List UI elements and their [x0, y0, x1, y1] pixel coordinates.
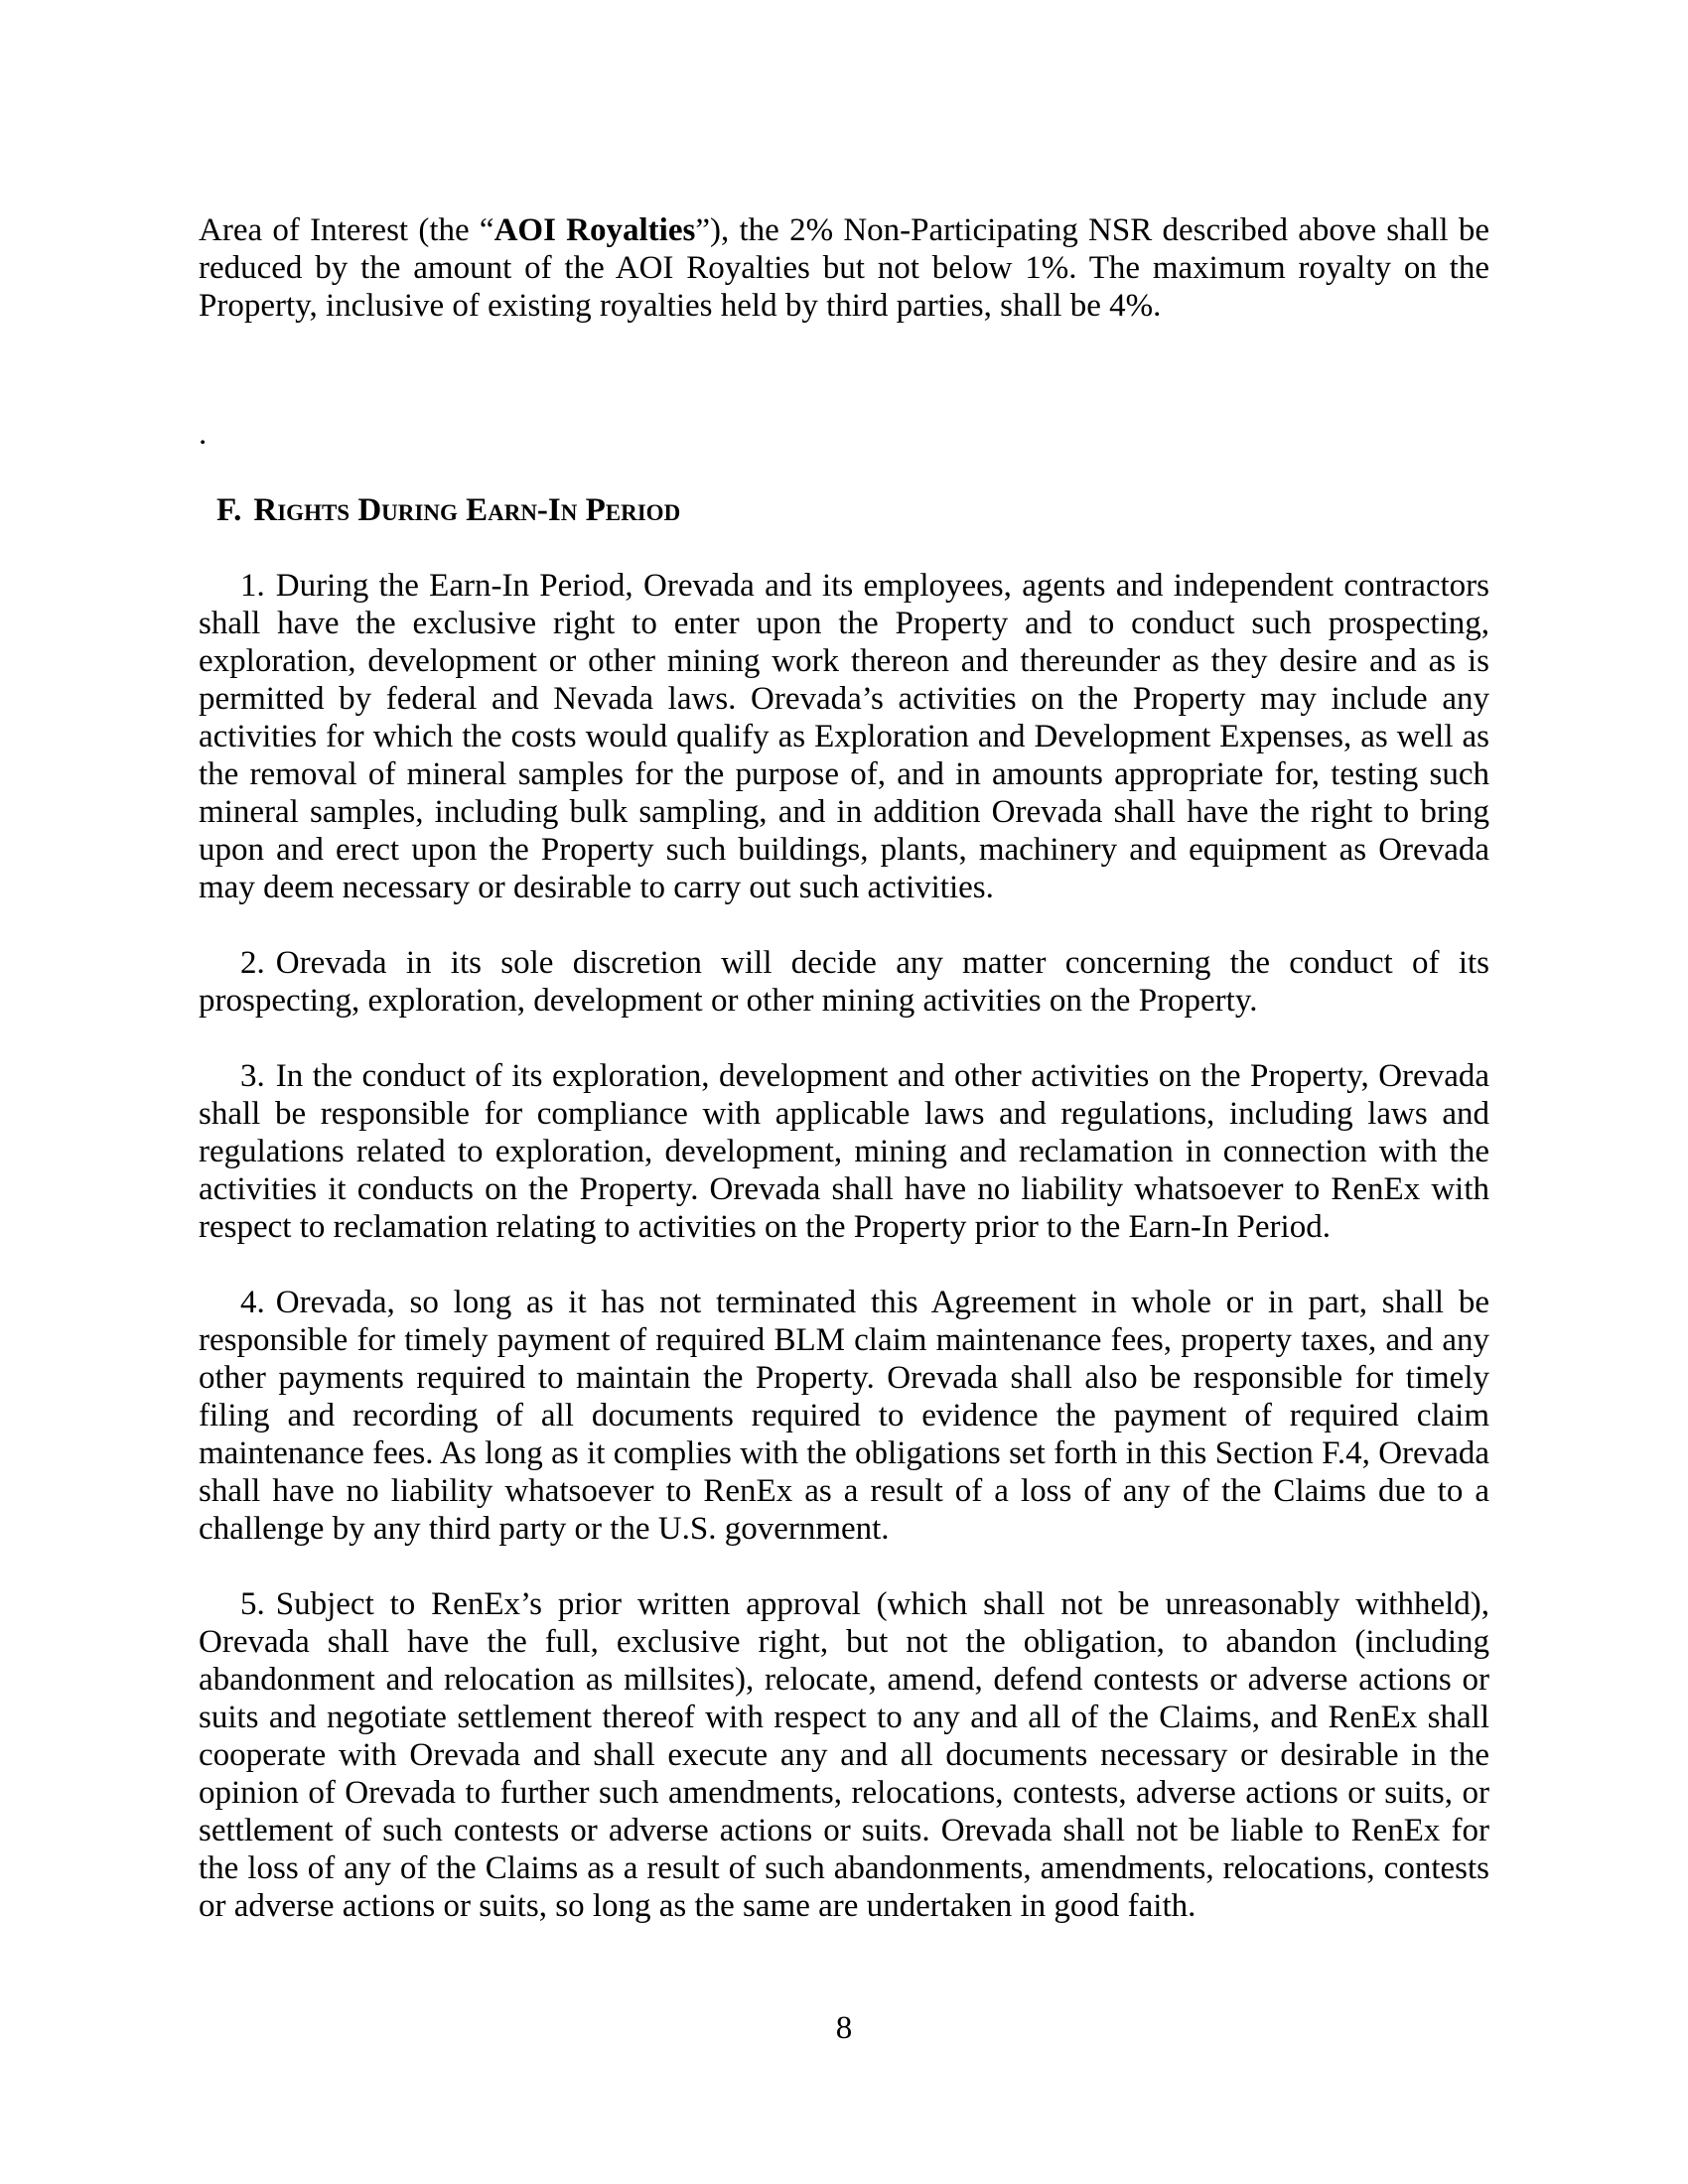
- paragraph-number: 3.: [240, 1058, 265, 1094]
- paragraph-text: In the conduct of its exploration, development and other activities on the Property, Orevada shall be responsible for compliance with applicable laws and regulations, including laws and regulations related to exploration, development, mining and reclamation in connection with the activities it conducts on the Property. Orevada shall have no liability whatsoever to RenEx with respect to reclamation relating to activities on the Property prior to the Earn-In Period.: [199, 1058, 1489, 1245]
- numbered-paragraph-5: [199, 1585, 1489, 1925]
- paragraph-text: Orevada in its sole discretion will decide any matter concerning the conduct of its prospecting, exploration, development or other mining activities on the Property.: [199, 945, 1489, 1019]
- numbered-paragraph-3: [199, 1057, 1489, 1246]
- paragraph-text: ”), the 2% Non-Participating NSR described above shall be reduced by the amount of the AOI Royalties but not below 1%. The maximum royalty on the Property, inclusive of existing royalties held by third parties, shall be 4%.: [199, 212, 1489, 324]
- section-heading: [216, 491, 1489, 529]
- paragraph-text: During the Earn-In Period, Orevada and its employees, agents and independent contractors shall have the exclusive right to enter upon the Property and to conduct such prospecting, exploration, development or other mining work thereon and thereunder as they desire and as is permitted by federal and Nevada laws. Orevada’s activities on the Property may include any activities for which the costs would qualify as Exploration and Development Expenses, as well as the removal of mineral samples for the purpose of, and in amounts appropriate for, testing such mineral samples, including bulk sampling, and in addition Orevada shall have the right to bring upon and erect upon the Property such buildings, plants, machinery and equipment as Orevada may deem necessary or desirable to carry out such activities.: [199, 568, 1489, 905]
- numbered-paragraph-4: [199, 1284, 1489, 1548]
- page-number: 8: [835, 2010, 853, 2046]
- paragraph-number: 1.: [240, 568, 265, 604]
- numbered-paragraph-2: [199, 944, 1489, 1020]
- defined-term-bold: AOI Royalties: [493, 212, 696, 248]
- numbered-paragraph-1: [199, 567, 1489, 906]
- paragraph-number: 4.: [240, 1285, 265, 1320]
- section-title: Rights During Earn-In Period: [253, 492, 681, 528]
- paragraph-number: 2.: [240, 945, 265, 981]
- paragraph-text: Orevada, so long as it has not terminated this Agreement in whole or in part, shall be responsible for timely payment of required BLM claim maintenance fees, property taxes, and any other payments required to maintain the Property. Orevada shall also be responsible for timely filing and recording of all documents required to evidence the payment of required claim maintenance fees. As long as it complies with the obligations set forth in this Section F.4, Orevada shall have no liability whatsoever to RenEx as a result of a loss of any of the Claims due to a challenge by any third party or the U.S. government.: [199, 1285, 1489, 1547]
- section-letter: F.: [216, 492, 242, 528]
- paragraph-aoi-royalties: [199, 211, 1489, 325]
- stray-period: .: [199, 416, 208, 452]
- paragraph-number: 5.: [240, 1586, 265, 1622]
- paragraph-text: Subject to RenEx’s prior written approval (which shall not be unreasonably withheld), Orevada shall have the full, exclusive right, but not the obligation, to abandon (including abandonment and relocation as millsites), relocate, amend, defend contests or adverse actions or suits and negotiate settlement thereof with respect to any and all of the Claims, and RenEx shall cooperate with Orevada and shall execute any and all documents necessary or desirable in the opinion of Orevada to further such amendments, relocations, contests, adverse actions or suits, or settlement of such contests or adverse actions or suits. Orevada shall not be liable to RenEx for the loss of any of the Claims as a result of such abandonments, amendments, relocations, contests or adverse actions or suits, so long as the same are undertaken in good faith.: [199, 1586, 1489, 1924]
- paragraph-text: Area of Interest (the “: [199, 212, 494, 248]
